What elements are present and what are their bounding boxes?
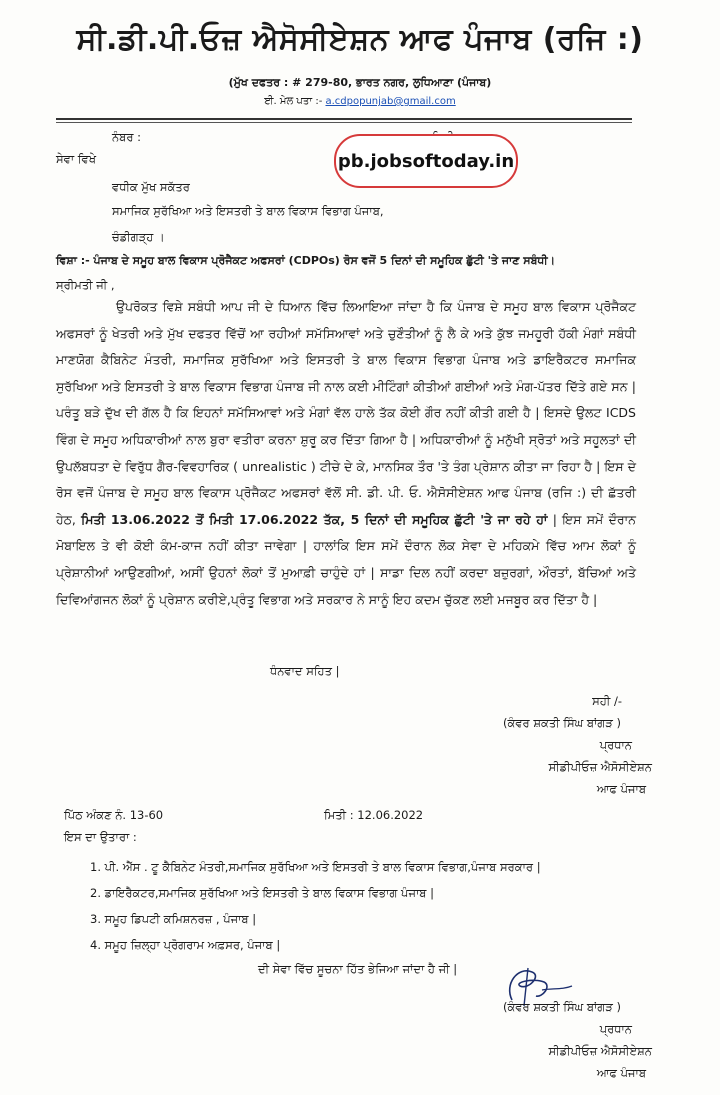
copy-item-number: 2. bbox=[90, 886, 101, 900]
subject-line: ਵਿਸ਼ਾ :- ਪੰਜਾਬ ਦੇ ਸਮੂਹ ਬਾਲ ਵਿਕਾਸ ਪ੍ਰੋਜੈਕਟ ਅਫਸਰਾਂ (CDPOs) ਰੋਸ ਵਜੋਂ 5 ਦਿਨਾਂ ਦੀ ਸਮੂਹਿਕ ਛੁੱਟੀ 'ਤੇ ਜਾਣ ਸਬੰਧੀ। bbox=[56, 254, 556, 267]
address-to-label: ਸੇਵਾ ਵਿਖੇ bbox=[56, 152, 96, 166]
address-line-3: ਚੰਡੀਗੜ੍ਹ । bbox=[112, 230, 165, 244]
header-divider bbox=[56, 118, 632, 120]
header-divider-thin bbox=[56, 122, 632, 123]
ref-number-label: ਨੰਬਰ : bbox=[112, 130, 142, 144]
signatory-place: ਆਫ ਪੰਜਾਬ bbox=[596, 1066, 646, 1080]
email-link[interactable]: a.cdpopunjab@gmail.com bbox=[325, 96, 456, 107]
copy-item-number: 4. bbox=[90, 938, 101, 952]
copy-item-text: ਸਮੂਹ ਡਿਪਟੀ ਕਮਿਸ਼ਨਰਜ਼ , ਪੰਜਾਬ | bbox=[104, 912, 257, 926]
signatory-designation: ਪ੍ਰਧਾਨ bbox=[599, 738, 632, 752]
organization-title: ਸੀ.ਡੀ.ਪੀ.ਓਜ਼ ਐਸੋਸੀਏਸ਼ਨ ਆਫ ਪੰਜਾਬ (ਰਜਿ :) bbox=[76, 22, 644, 57]
copy-list-item bbox=[90, 860, 541, 875]
signatory-name: (ਕੰਵਰ ਸ਼ਕਤੀ ਸਿੰਘ ਬਾਂਗੜ ) bbox=[503, 1000, 621, 1014]
body-leave-dates: ਮਿਤੀ 13.06.2022 ਤੋਂ ਮਿਤੀ 17.06.2022 ਤੱਕ, 5 ਦਿਨਾਂ ਦੀ ਸਮੂਹਿਕ ਛੁੱਟੀ 'ਤੇ ਜਾ ਰਹੇ ਹਾਂ bbox=[81, 511, 548, 527]
address-line-2: ਸਮਾਜਿਕ ਸੁਰੱਖਿਆ ਅਤੇ ਇਸਤਰੀ ਤੇ ਬਾਲ ਵਿਕਾਸ ਵਿਭਾਗ ਪੰਜਾਬ, bbox=[112, 204, 384, 218]
signatory-org: ਸੀਡੀਪੀਓਜ਼ ਐਸੋਸੀਏਸ਼ਨ bbox=[548, 1044, 652, 1058]
copy-item-number: 3. bbox=[90, 912, 101, 926]
watermark-badge: pb.jobsoftoday.in bbox=[334, 134, 518, 188]
email-row bbox=[0, 96, 720, 107]
endorsement-number: ਪਿੱਠ ਅੰਕਣ ਨੰ. 13-60 bbox=[64, 808, 164, 822]
endorsement-date: ਮਿਤੀ : 12.06.2022 bbox=[324, 808, 424, 822]
copy-footer-note: ਦੀ ਸੇਵਾ ਵਿੱਚ ਸੂਚਨਾ ਹਿੱਤ ਭੇਜਿਆ ਜਾਂਦਾ ਹੈ ਜੀ | bbox=[258, 962, 458, 976]
address-line-1: ਵਧੀਕ ਮੁੱਖ ਸਕੱਤਰ bbox=[112, 180, 190, 194]
office-address: (ਮੁੱਖ ਦਫਤਰ : # 279-80, ਭਾਰਤ ਨਗਰ, ਲੁਧਿਆਣਾ (ਪੰਜਾਬ) bbox=[228, 76, 492, 89]
copy-item-text: ਡਾਇਰੈਕਟਰ,ਸਮਾਜਿਕ ਸੁਰੱਖਿਆ ਅਤੇ ਇਸਤਰੀ ਤੇ ਬਾਲ ਵਿਕਾਸ ਵਿਭਾਗ ਪੰਜਾਬ | bbox=[104, 886, 434, 900]
signatory-name: (ਕੰਵਰ ਸ਼ਕਤੀ ਸਿੰਘ ਬਾਂਗੜ ) bbox=[503, 716, 621, 730]
copy-list-item bbox=[90, 912, 256, 927]
signature-block-1 bbox=[472, 690, 652, 800]
signatory-place: ਆਫ ਪੰਜਾਬ bbox=[596, 782, 646, 796]
copy-item-number: 1. bbox=[90, 860, 101, 874]
signature-block-2 bbox=[472, 996, 652, 1084]
signatory-org: ਸੀਡੀਪੀਓਜ਼ ਐਸੋਸੀਏਸ਼ਨ bbox=[548, 760, 652, 774]
copy-list-item bbox=[90, 938, 280, 953]
copy-item-text: ਸਮੂਹ ਜ਼ਿਲ੍ਹਾ ਪ੍ਰੋਗਰਾਮ ਅਫ਼ਸਰ, ਪੰਜਾਬ | bbox=[104, 938, 281, 952]
salutation: ਸ੍ਰੀਮਤੀ ਜੀ , bbox=[56, 278, 115, 292]
closing-line: ਧੰਨਵਾਦ ਸਹਿਤ | bbox=[270, 664, 340, 678]
signatory-designation: ਪ੍ਰਧਾਨ bbox=[599, 1022, 632, 1036]
body-part-2: | ਇਸ ਸਮੇਂ ਦੌਰਾਨ ਮੋਬਾਇਲ ਤੇ ਵੀ ਕੋਈ ਕੰਮ-ਕਾਜ ਨਹੀਂ ਕੀਤਾ ਜਾਵੇਗਾ | ਹਾਲਾਂਕਿ ਇਸ ਸਮੇਂ ਦੌਰਾਨ ਲੋਕ ਸੇਵਾ ਦੇ ਮਹਿਕਮੇ ਵਿੱਚ ਆਮ ਲੋਕਾਂ ਨੂੰ ਪ੍ਰੇਸ਼ਾਨੀਆਂ ਆਉਣਗੀਆਂ, ਅਸੀਂ ਉਹਨਾਂ ਲੋਕਾਂ ਤੋਂ ਮੁਆਫ਼ੀ ਚਾਹੁੰਦੇ ਹਾਂ | ਸਾਡਾ ਦਿਲ ਨਹੀਂ ਕਰਦਾ ਬਜ਼ੁਰਗਾਂ, ਔਰਤਾਂ, ਬੱਚਿਆਂ ਅਤੇ ਦਿਵਿਆਂਗਜਨ ਲੋਕਾਂ ਨੂੰ ਪ੍ਰੇਸ਼ਾਨ ਕਰੀਏ,ਪ੍ਰੰਤੂ ਵਿਭਾਗ ਅਤੇ ਸਰਕਾਰ ਨੇ ਸਾਨੂੰ ਇਹ ਕਦਮ ਚੁੱਕਣ ਲਈ ਮਜਬੂਰ ਕਰ ਦਿੱਤਾ ਹੈ | bbox=[56, 511, 636, 607]
email-label: ਈ. ਮੇਲ ਪਤਾ :- bbox=[264, 96, 323, 107]
copy-to-label: ਇਸ ਦਾ ਉਤਾਰਾ : bbox=[64, 830, 137, 844]
body-part-1: ਉਪਰੋਕਤ ਵਿਸ਼ੇ ਸਬੰਧੀ ਆਪ ਜੀ ਦੇ ਧਿਆਨ ਵਿੱਚ ਲਿਆਇਆ ਜਾਂਦਾ ਹੈ ਕਿ ਪੰਜਾਬ ਦੇ ਸਮੂਹ ਬਾਲ ਵਿਕਾਸ ਪ੍ਰੋਜੈਕਟ ਅਫਸਰਾਂ ਨੂੰ ਖੇਤਰੀ ਅਤੇ ਮੁੱਖ ਦਫਤਰ ਵਿੱਚੋਂ ਆ ਰਹੀਆਂ ਸਮੱਸਿਆਵਾਂ ਅਤੇ ਚੁਣੌਤੀਆਂ ਨੂੰ ਲੈ ਕੇ ਅਤੇ ਕੁੱਝ ਜਮਹੂਰੀ ਹੱਕੀ ਮੰਗਾਂ ਸਬੰਧੀ ਮਾਣਯੋਗ ਕੈਬਿਨੇਟ ਮੰਤਰੀ, ਸਮਾਜਿਕ ਸੁਰੱਖਿਆ ਅਤੇ ਇਸਤਰੀ ਤੇ ਬਾਲ ਵਿਕਾਸ ਵਿਭਾਗ ਪੰਜਾਬ ਅਤੇ ਡਾਇਰੈਕਟਰ ਸਮਾਜਿਕ ਸੁਰੱਖਿਆ ਅਤੇ ਇਸਤਰੀ ਤੇ ਬਾਲ ਵਿਕਾਸ ਵਿਭਾਗ ਪੰਜਾਬ ਜੀ ਨਾਲ ਕਈ ਮੀਟਿੰਗਾਂ ਕੀਤੀਆਂ ਗਈਆਂ ਅਤੇ ਮੰਗ-ਪੱਤਰ ਦਿੱਤੇ ਗਏ ਸਨ | ਪਰੰਤੂ ਬੜੇ ਦੁੱਖ ਦੀ ਗੱਲ ਹੈ ਕਿ ਇਹਨਾਂ ਸਮੱਸਿਆਵਾਂ ਅਤੇ ਮੰਗਾਂ ਵੱਲ ਹਾਲੇ ਤੱਕ ਕੋਈ ਗੌਰ ਨਹੀਂ ਕੀਤੀ ਗਈ ਹੈ | ਇਸਦੇ ਉਲਟ ICDS ਵਿੰਗ ਦੇ ਸਮੂਹ ਅਧਿਕਾਰੀਆਂ ਨਾਲ ਬੁਰਾ ਵਤੀਰਾ ਕਰਨਾ ਸ਼ੁਰੂ ਕਰ ਦਿੱਤਾ ਗਿਆ ਹੈ | ਅਧਿਕਾਰੀਆਂ ਨੂੰ ਮਨੁੱਖੀ ਸ੍ਰੋਤਾਂ ਅਤੇ ਸਹੂਲਤਾਂ ਦੀ ਉਪਲੱਬਧਤਾ ਦੇ ਵਿਰੁੱਧ ਗੈਰ-ਵਿਵਹਾਰਿਕ ( unrealistic ) ਟੀਚੇ ਦੇ ਕੇ, ਮਾਨਸਿਕ ਤੌਰ 'ਤੇ ਤੰਗ ਪ੍ਰੇਸ਼ਾਨ ਕੀਤਾ ਜਾ ਰਿਹਾ ਹੈ | ਇਸ ਦੇ ਰੋਸ ਵਜੋਂ ਪੰਜਾਬ ਦੇ ਸਮੂਹ ਬਾਲ ਵਿਕਾਸ ਪ੍ਰੋਜੈਕਟ ਅਫਸਰਾਂ ਵੱਲੋਂ ਸੀ. ਡੀ. ਪੀ. ਓ. ਐਸੋਸੀਏਸ਼ਨ ਆਫ ਪੰਜਾਬ (ਰਜਿ :) ਦੀ ਛੱਤਰੀ ਹੇਠ, bbox=[56, 299, 636, 527]
copy-list-item bbox=[90, 886, 434, 901]
letter-body bbox=[56, 294, 636, 613]
signed-mark: ਸਹੀ /- bbox=[592, 694, 622, 708]
copy-item-text: ਪੀ. ਐੱਸ . ਟੂ ਕੈਬਿਨੇਟ ਮੰਤਰੀ,ਸਮਾਜਿਕ ਸੁਰੱਖਿਆ ਅਤੇ ਇਸਤਰੀ ਤੇ ਬਾਲ ਵਿਕਾਸ ਵਿਭਾਗ,ਪੰਜਾਬ ਸਰਕਾਰ | bbox=[104, 860, 541, 874]
